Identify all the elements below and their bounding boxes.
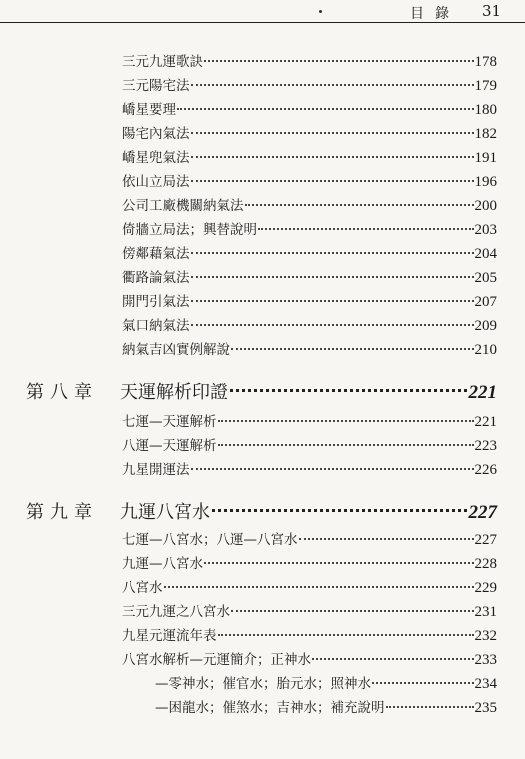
toc-entry (122, 554, 497, 574)
toc-entry (122, 100, 497, 120)
entry-title: 衢路論氣法 (122, 270, 190, 286)
entry-page-number: 191 (474, 150, 497, 166)
dot-leader (218, 444, 474, 446)
toc-entry (122, 244, 497, 264)
chapter-page-number: 221 (468, 382, 497, 403)
toc-entry (122, 530, 497, 550)
entry-title: 九運—八宮水 (122, 556, 203, 572)
entry-page-number: 200 (474, 198, 497, 214)
toc-entry (122, 268, 497, 288)
chapter-number: 第八章 (26, 382, 98, 403)
toc-entry (122, 52, 497, 72)
entry-title: 八宮水解析—元運簡介；正神水 (122, 652, 311, 668)
chapter-number: 第九章 (26, 502, 98, 523)
dot-leader (218, 634, 474, 636)
dot-leader (231, 610, 474, 612)
dot-leader (191, 180, 474, 182)
toc-entry (122, 316, 497, 336)
entry-page-number: 226 (474, 462, 497, 478)
entry-page-number: 233 (474, 652, 497, 668)
dot-leader (245, 204, 474, 206)
entry-page-number: 179 (474, 78, 497, 94)
dot-leader (212, 509, 467, 512)
dot-leader (191, 324, 474, 326)
entry-page-number: 209 (474, 318, 497, 334)
toc-entry (122, 578, 497, 598)
dot-leader (191, 156, 474, 158)
entry-page-number: 182 (474, 126, 497, 142)
toc-entry (122, 412, 497, 432)
dot-leader (299, 538, 474, 540)
entry-title: 公司工廠機關納氣法 (122, 198, 244, 214)
entry-title: 嶠星要理 (122, 102, 176, 118)
dot-leader (177, 108, 474, 110)
dot-leader (204, 562, 474, 564)
entry-title: 八宮水 (122, 580, 163, 596)
entry-page-number: 221 (474, 414, 497, 430)
entry-title: 依山立局法 (122, 174, 190, 190)
entry-title: 七運—天運解析 (122, 414, 217, 430)
dot-leader (230, 389, 467, 392)
chapter-heading (0, 500, 497, 526)
entry-page-number: 234 (474, 676, 497, 692)
toc-entry (122, 172, 497, 192)
chapter-title: 九運八宮水 (120, 502, 210, 523)
chapter-page-number: 227 (468, 502, 497, 523)
entry-page-number: 207 (474, 294, 497, 310)
entry-page-number: 196 (474, 174, 497, 190)
entry-page-number: 227 (474, 532, 497, 548)
toc-entry (122, 626, 497, 646)
entry-page-number: 204 (474, 246, 497, 262)
toc-entry (122, 650, 497, 670)
entry-page-number: 229 (474, 580, 497, 596)
entry-title: —困龍水；催煞水；吉神水；補充說明 (155, 700, 385, 716)
entry-page-number: 223 (474, 438, 497, 454)
toc-entry (122, 460, 497, 480)
dot-leader (258, 228, 474, 230)
toc-entry (122, 340, 497, 360)
entry-page-number: 210 (474, 342, 497, 358)
toc-entry (155, 674, 497, 694)
toc-entry (122, 196, 497, 216)
entry-title: 七運—八宮水；八運—八宮水 (122, 532, 298, 548)
toc-entry (122, 292, 497, 312)
dot-leader (312, 658, 474, 660)
dot-leader (218, 420, 474, 422)
chapter-title: 天運解析印證 (120, 382, 228, 403)
toc-entry (155, 698, 497, 718)
entry-page-number: 203 (474, 222, 497, 238)
entry-page-number: 180 (474, 102, 497, 118)
entry-page-number: 178 (474, 54, 497, 70)
dot-leader (231, 348, 474, 350)
dot-leader (191, 252, 474, 254)
entry-title: 嶠星兜氣法 (122, 150, 190, 166)
toc-entry (122, 124, 497, 144)
dot-leader (191, 276, 474, 278)
dot-leader (191, 468, 474, 470)
entry-title: 陽宅內氣法 (122, 126, 190, 142)
header-rule (0, 22, 525, 23)
entry-page-number: 235 (474, 700, 497, 716)
entry-title: 八運—天運解析 (122, 438, 217, 454)
chapter-heading (0, 380, 497, 406)
speck-mark (319, 10, 322, 13)
dot-leader (191, 84, 474, 86)
entry-title: 開門引氣法 (122, 294, 190, 310)
entry-title: 三元九運之八宮水 (122, 604, 230, 620)
entry-title: 傍鄰藉氣法 (122, 246, 190, 262)
entry-title: 三元九運歌訣 (122, 54, 203, 70)
toc-entry (122, 602, 497, 622)
entry-title: 三元陽宅法 (122, 78, 190, 94)
toc-entry (122, 148, 497, 168)
page-header (0, 0, 525, 30)
entry-title: —零神水；催官水；胎元水；照神水 (155, 676, 371, 692)
entry-title: 倚牆立局法；興替說明 (122, 222, 257, 238)
dot-leader (164, 586, 474, 588)
dot-leader (191, 300, 474, 302)
toc-entry (122, 76, 497, 96)
toc-entry (122, 436, 497, 456)
toc-entry (122, 220, 497, 240)
entry-page-number: 232 (474, 628, 497, 644)
entry-page-number: 205 (474, 270, 497, 286)
entry-title: 九星元運流年表 (122, 628, 217, 644)
entry-title: 九星開運法 (122, 462, 190, 478)
entry-title: 納氣吉凶實例解說 (122, 342, 230, 358)
header-page-number: 31 (482, 2, 502, 20)
entry-page-number: 228 (474, 556, 497, 572)
dot-leader (191, 132, 474, 134)
dot-leader (386, 706, 474, 708)
header-title: 目錄 (410, 6, 460, 22)
entry-title: 氣口納氣法 (122, 318, 190, 334)
dot-leader (372, 682, 474, 684)
entry-page-number: 231 (474, 604, 497, 620)
dot-leader (204, 60, 474, 62)
